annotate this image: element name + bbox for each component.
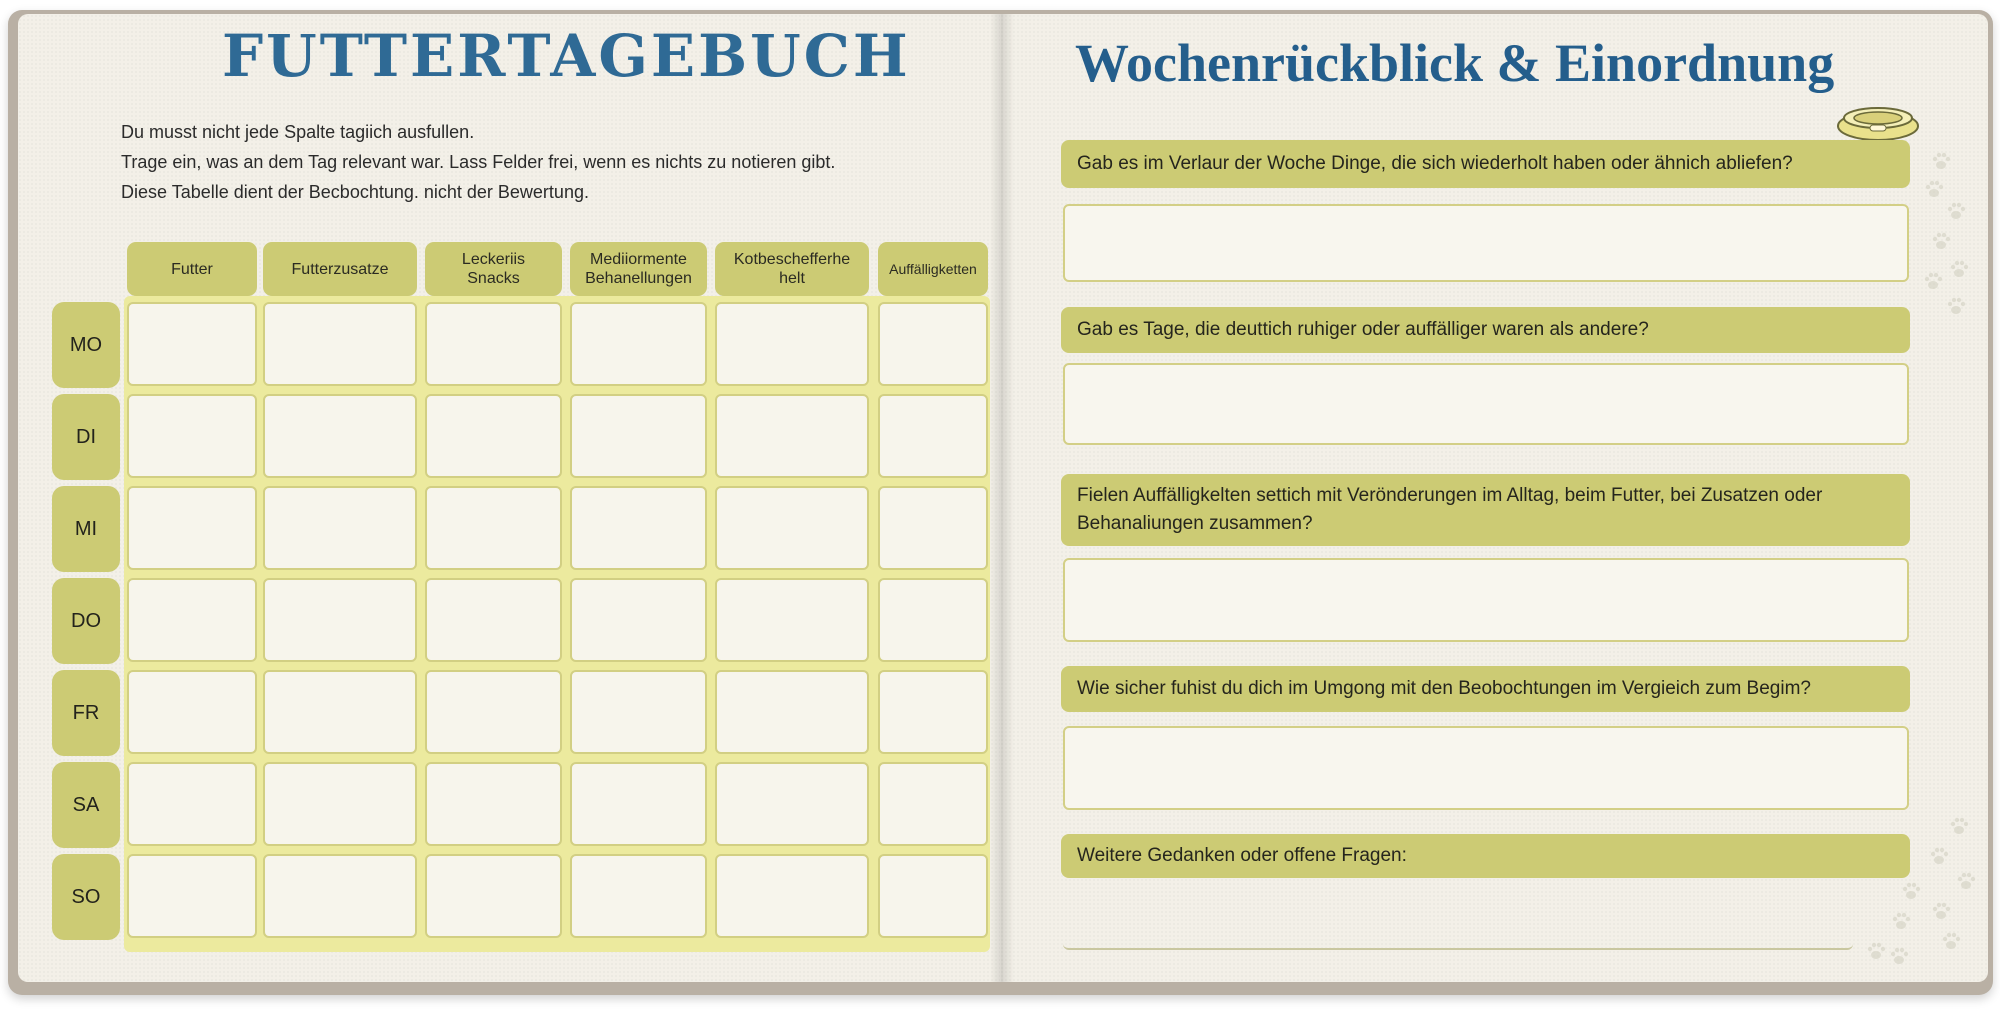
paw-print-icon [1930,900,1952,922]
table-cell[interactable] [570,762,707,846]
table-cell[interactable] [263,854,417,938]
paw-print-icon [1865,940,1887,962]
day-label: FR [52,670,120,756]
paw-print-icon [1955,870,1977,892]
table-cell[interactable] [878,670,988,754]
table-cell[interactable] [878,578,988,662]
table-cell[interactable] [878,302,988,386]
paw-print-icon [1890,910,1912,932]
table-cell[interactable] [715,302,869,386]
question-label: Weitere Gedanken oder offene Fragen: [1061,834,1910,878]
table-cell[interactable] [715,394,869,478]
page-title-wochenrueckblick: Wochenrückblick & Einordnung [1075,33,1835,93]
table-cell[interactable] [263,486,417,570]
day-label: SA [52,762,120,848]
table-cell[interactable] [570,670,707,754]
question-label: Gab es Tage, die deuttich ruhiger oder auffälliger waren als andere? [1061,307,1910,353]
column-header: Futter [127,242,257,296]
paw-print-icon [1948,258,1970,280]
intro-text [121,117,835,207]
question-label: Wie sicher fuhist du dich im Umgong mit den Beobochtungen im Vergieich zum Begim? [1061,666,1910,712]
column-header: Auffälligketten [878,242,988,296]
column-header: Kotbeschefferhe helt [715,242,869,296]
table-cell[interactable] [570,486,707,570]
table-cell[interactable] [127,394,257,478]
table-cell[interactable] [570,578,707,662]
table-cell[interactable] [570,394,707,478]
paw-print-icon [1945,200,1967,222]
pet-bowl-icon [1836,100,1920,142]
table-cell[interactable] [127,854,257,938]
table-cell[interactable] [425,486,562,570]
day-label: MO [52,302,120,388]
answer-field[interactable] [1063,363,1909,445]
day-label: DO [52,578,120,664]
table-cell[interactable] [263,578,417,662]
paw-print-icon [1900,880,1922,902]
table-cell[interactable] [263,302,417,386]
day-label: DI [52,394,120,480]
table-cell[interactable] [263,670,417,754]
paw-print-icon [1945,295,1967,317]
table-cell[interactable] [715,486,869,570]
table-cell[interactable] [127,762,257,846]
table-cell[interactable] [878,762,988,846]
table-cell[interactable] [127,670,257,754]
intro-line: Trage ein, was an dem Tag relevant war. Lass Felder frei, wenn es nichts zu notieren gibt. [121,152,836,172]
intro-line: Diese Tabelle dient der Becbochtung. nicht der Bewertung. [121,182,589,202]
table-cell[interactable] [263,762,417,846]
question-label: Fielen Auffälligkelten settich mit Verönderungen im Alltag, beim Futter, bei Zusatzen oder Behanaliungen zusammen? [1061,474,1910,546]
table-cell[interactable] [425,302,562,386]
table-cell[interactable] [570,854,707,938]
table-cell[interactable] [570,302,707,386]
question-label: Gab es im Verlaur der Woche Dinge, die sich wiederholt haben oder ähnich abliefen? [1061,140,1910,188]
paw-print-icon [1930,230,1952,252]
table-cell[interactable] [715,670,869,754]
table-cell[interactable] [425,394,562,478]
paw-print-icon [1888,945,1910,967]
page-title-futtertagebuch: FUTTERTAGEBUCH [222,22,911,90]
table-cell[interactable] [127,486,257,570]
table-cell[interactable] [425,670,562,754]
answer-field[interactable] [1063,204,1909,282]
table-cell[interactable] [127,302,257,386]
table-cell[interactable] [425,854,562,938]
answer-field[interactable] [1063,726,1909,810]
table-cell[interactable] [715,578,869,662]
column-header: Leckeriis Snacks [425,242,562,296]
paw-print-icon [1930,150,1952,172]
table-cell[interactable] [878,486,988,570]
table-cell[interactable] [715,854,869,938]
intro-line: Du musst nicht jede Spalte tagiich ausfullen. [121,122,475,142]
table-cell[interactable] [263,394,417,478]
table-cell[interactable] [715,762,869,846]
paw-print-icon [1948,815,1970,837]
day-label: MI [52,486,120,572]
table-cell[interactable] [425,578,562,662]
table-cell[interactable] [425,762,562,846]
paw-print-icon [1923,178,1945,200]
table-cell[interactable] [878,854,988,938]
column-header: Futterzusatze [263,242,417,296]
paw-print-icon [1940,930,1962,952]
answer-field[interactable] [1063,888,1853,950]
table-cell[interactable] [127,578,257,662]
column-header: Mediiormente Behanellungen [570,242,707,296]
answer-field[interactable] [1063,558,1909,642]
paw-print-icon [1922,270,1944,292]
day-label: SO [52,854,120,940]
paw-print-icon [1928,845,1950,867]
table-cell[interactable] [878,394,988,478]
